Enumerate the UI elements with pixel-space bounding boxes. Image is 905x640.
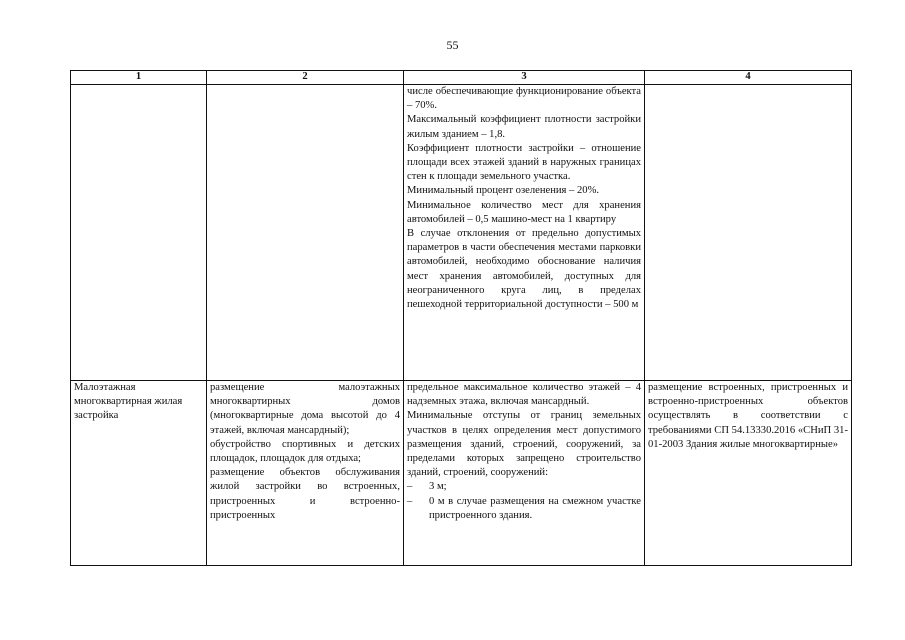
column-header-4: 4 [645,71,852,85]
dash-bullet: – [407,495,413,507]
list-item-text: 3 м; [429,481,447,493]
list-item-text: 0 м в случае размещения на смежном участке пристроенного здания. [429,495,641,521]
paragraph: размещение малоэтажных многоквартирных домов (многоквартирные дома высотой до 4 этажей, включая мансардный); [210,382,400,436]
document-table [70,70,852,566]
list-item [407,480,641,494]
row2-col3-cell [404,381,645,566]
row1-col4-cell [645,85,852,381]
row1-col3-cell [404,85,645,381]
column-header-3: 3 [404,71,645,85]
list-item [407,495,641,523]
paragraph: числе обеспечивающие функционирование объекта – 70%. [407,86,641,112]
zone-name: Малоэтажная многоквартирная жилая застройка [74,382,183,422]
paragraph: размещение объектов обслуживания жилой застройки во встроенных, пристроенных и встроенно-пристроенных [210,467,400,521]
paragraph: В случае отклонения от предельно допустимых параметров в части обеспечения местами парковки автомобилей, необходимо обоснование наличия мест хранения автомобилей, доступных для неограниченного круга лиц, в пределах пешеходной территориальной доступности – 500 м [407,228,641,311]
table-row [71,381,852,566]
paragraph: Минимальное количество мест для хранения автомобилей – 0,5 машино-мест на 1 квартиру [407,199,641,225]
row2-col2-cell [207,381,404,566]
page-number: 55 [446,38,459,52]
paragraph: Минимальные отступы от границ земельных участков в целях определения мест допустимого размещения зданий, строений, сооружений, за пределами которых запрещено строительство зданий, строений, сооружений: [407,410,641,479]
column-header-2: 2 [207,71,404,85]
paragraph: Минимальный процент озеленения – 20%. [407,185,600,197]
row1-col1-cell [71,85,207,381]
dash-bullet: – [407,481,413,493]
row2-col4-cell [645,381,852,566]
row1-col2-cell [207,85,404,381]
paragraph: размещение встроенных, пристроенных и встроенно-пристроенных объектов осуществлять в соответствии с требованиями СП 54.13330.2016 «СНиП 31-01-2003 Здания жилые многоквартирные» [648,382,848,450]
paragraph: Коэффициент плотности застройки – отношение площади всех этажей зданий в наружных границах стен к площади земельного участка. [407,142,641,183]
paragraph: Максимальный коэффициент плотности застройки жилым зданием – 1,8. [407,114,641,140]
paragraph: обустройство спортивных и детских площадок, площадок для отдыха; [210,438,400,465]
row2-col1-cell [71,381,207,566]
table-header-row [71,71,852,85]
paragraph: предельное максимальное количество этажей – 4 надземных этажа, включая мансардный. [407,382,641,408]
table-row [71,85,852,381]
column-header-1: 1 [71,71,207,85]
